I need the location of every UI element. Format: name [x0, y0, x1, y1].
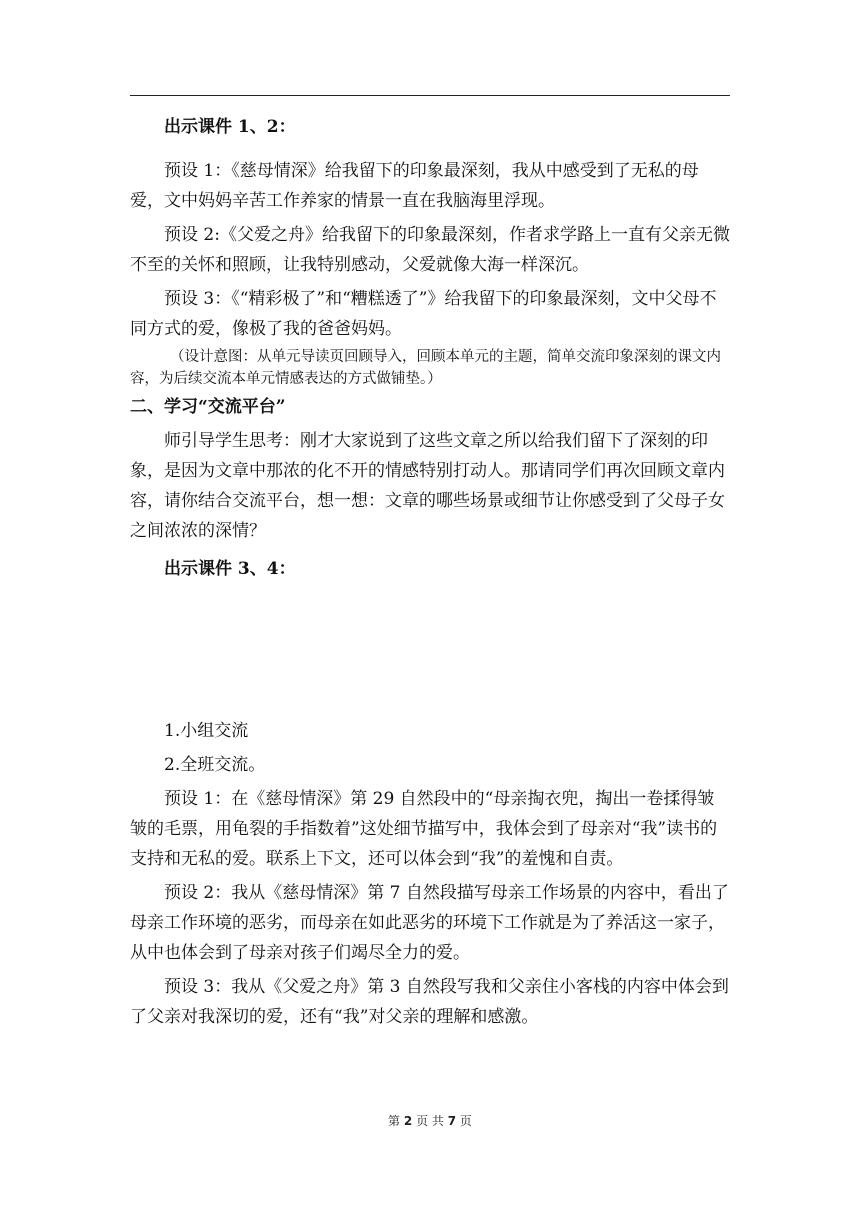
section-heading: 二、学习“交流平台”	[130, 397, 286, 417]
list-item: 1.小组交流	[164, 721, 249, 741]
footer-suffix: 页	[459, 1114, 472, 1128]
preset-paragraph: 预设 2：我从《慈母情深》第 7 自然段描写母亲工作场景的内容中，看出了母亲工作环境的恶劣，而母亲在如此恶劣的环境下工作就是为了养活这一家子，从中也体会到了母亲对孩子们竭尽全力的爱。	[130, 883, 729, 963]
total-pages-number: 7	[447, 1114, 457, 1128]
footer-prefix: 第	[388, 1114, 401, 1128]
courseware-image-placeholder	[130, 584, 730, 716]
preset-paragraph: 预设 1：《慈母情深》给我留下的印象最深刻，我从中感受到了无私的母爱，文中妈妈辛苦工作养家的情景一直在我脑海里浮现。	[130, 161, 699, 211]
courseware-label-1-2: 出示课件 1、2：	[164, 117, 296, 137]
preset-paragraph: 预设 1：在《慈母情深》第 29 自然段中的“母亲掏衣兜，掏出一卷揉得皱皱的毛票，用龟裂的手指数着”这处细节描写中，我体会到了母亲对“我”读书的支持和无私的爱。联系上下文，还可以体会到“我”的羞愧和自责。	[130, 789, 718, 869]
teacher-guide-paragraph: 师引导学生思考：刚才大家说到了这些文章之所以给我们留下了深刻的印象，是因为文章中那浓的化不开的情感特别打动人。那请同学们再次回顾文章内容，请你结合交流平台，想一想：文章的哪些场景或细节让你感受到了父母子女之间浓浓的深情？	[130, 431, 725, 541]
design-intent-note: （设计意图：从单元导读页回顾导入，回顾本单元的主题，简单交流印象深刻的课文内容，为后续交流本单元情感表达的方式做铺垫。）	[130, 349, 721, 387]
list-item: 2.全班交流。	[164, 755, 266, 775]
preset-paragraph: 预设 3：我从《父爱之舟》第 3 自然段写我和父亲住小客栈的内容中体会到了父亲对我深切的爱，还有“我”对父亲的理解和感激。	[130, 977, 729, 1027]
courseware-label-3-4: 出示课件 3、4：	[164, 559, 296, 579]
footer-middle: 页 共	[416, 1114, 444, 1128]
current-page-number: 2	[403, 1114, 413, 1128]
page-content	[130, 112, 730, 1032]
header-rule	[130, 95, 730, 96]
page-footer	[0, 1112, 860, 1129]
preset-paragraph: 预设 3：《“精彩极了”和“糟糕透了”》给我留下的印象最深刻，文中父母不同方式的爱，像极了我的爸爸妈妈。	[130, 289, 717, 339]
preset-paragraph: 预设 2:《父爱之舟》给我留下的印象最深刻，作者求学路上一直有父亲无微不至的关怀和照顾，让我特别感动，父爱就像大海一样深沉。	[130, 225, 730, 275]
